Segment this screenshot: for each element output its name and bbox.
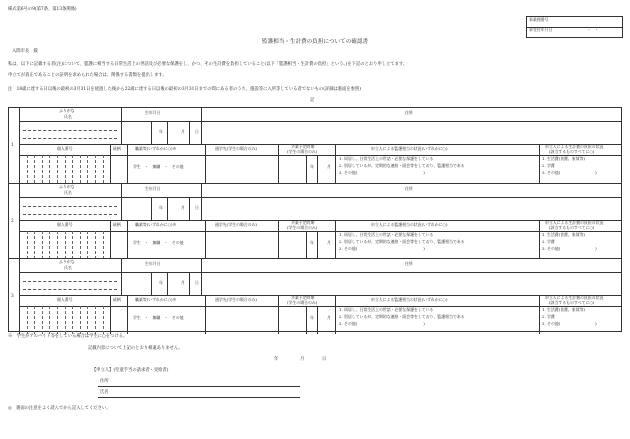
id-label: 個人番号 [57,222,73,227]
date-year: 年 [274,357,279,362]
applicant-name-line[interactable] [98,397,300,398]
cost-label-1: 申立人による生計費の負担の状況 [545,295,604,300]
ki-label: 記 [310,98,315,103]
address-label: 住所 [405,186,413,191]
grad-label-2: (学生の場合のみ) [287,300,318,305]
cost-label-2: (該当するものすべてに○) [549,149,595,154]
cost-option: 1. 生活費(食費、家賃等) [542,156,585,161]
person-block [9,258,622,334]
job-label: 職業等(いずれかに○)※ [135,146,177,151]
furigana-label: ふりがな [59,108,75,113]
cost-option: 1. 生活費(食費、家賃等) [542,307,585,312]
grad-year: 年 [310,240,314,245]
row-number: 2 [11,218,14,224]
row-number: 1 [11,142,14,148]
cost-option: 2. 学費 [542,314,555,319]
page-title: 監護相当・生計費の負担についての確認書 [261,39,369,45]
date-month: 月 [300,357,305,362]
confirm-text: 記載内容について上記のとおり相違ありません。 [88,346,183,351]
cost-label-2: (該当するものすべてに○) [549,225,595,230]
form-number: 様式第6号の9(第7条、第13条関係) [8,7,77,12]
name-label: 氏名 [64,190,72,195]
dob-year: 年 [159,280,163,285]
address-label: 住所 [405,110,413,115]
address-label: 住所 [405,261,413,266]
row-number: 3 [11,293,14,299]
cost-option: 2. 学費 [542,163,555,168]
dob-month: 月 [181,129,185,134]
care-option: 2. 別居しているが、定期的な連絡・面会等をしており、監護相当である [339,314,465,319]
bottom-note: ◎ 裏面の注意をよく読んでから記入してください。 [8,406,111,411]
relation-label: 続柄 [113,297,121,302]
school-label: 通学先(学生の場合のみ) [215,297,257,302]
care-option: 1. 同居し、日常生活上の世話・必要な保護をしている [339,156,434,161]
date-day: 日 [322,357,327,362]
dob-month: 月 [181,205,185,210]
dob-day: 日 [195,129,199,134]
dob-year: 年 [159,129,163,134]
applicant-address-line[interactable] [98,386,300,387]
cost-option: 2. 学費 [542,239,555,244]
grad-year: 年 [310,315,314,320]
care-option: 3. その他( ) [339,246,425,251]
school-label: 通学先(学生の場合のみ) [215,222,257,227]
grad-year: 年 [310,164,314,169]
footnote: ※ 学生がアルバイト等をしている場合は学生に○をつける。 [8,334,128,339]
job-options: 学生 ・ 無職 ・ その他 [133,240,184,245]
office-use-box [526,16,623,38]
grad-month: 月 [327,315,331,320]
intro-line-1: 私は、以下に記載する者(注)について、監護に相当する日常生活上の世話及び必要な保護をし、かつ、その生計費を負担していること(以下「監護相当・生計費の負担」という。)を下記のとおり申し立てます。 [8,62,408,67]
grad-label-1: 卒業予定時期 [291,295,315,300]
id-label: 個人番号 [57,297,73,302]
name-label: 氏名 [64,265,72,270]
name-label: 氏名 [64,114,72,119]
grad-label-1: 卒業予定時期 [291,220,315,225]
grad-month: 月 [327,164,331,169]
school-label: 通学先(学生の場合のみ) [215,146,257,151]
dob-day: 日 [195,205,199,210]
grad-label-2: (学生の場合のみ) [287,149,318,154]
dob-day: 日 [195,280,199,285]
dob-label: 生年月日 [145,186,161,191]
grad-label-1: 卒業予定時期 [291,144,315,149]
received-date-dots: ・ ・ [587,27,599,32]
job-options: 学生 ・ 無職 ・ その他 [133,164,184,169]
grad-label-2: (学生の場合のみ) [287,225,318,230]
cost-option: 3. その他( ) [542,321,597,326]
intro-line-2: 申立てが真正であることの証明を求められた場合は、関係する書類を提出します。 [8,73,167,78]
note-line: 注 18歳に達する日以後の最初の3月31日を経過した後から22歳に達する日以後の最初の3月31日までの間にある者のうち、施設等に入所等している者でないもの(詳細は裏面を参照) [8,87,361,92]
relation-label: 続柄 [113,222,121,227]
received-date-label: 事受付年月日 [529,27,553,32]
furigana-label: ふりがな [59,259,75,264]
dob-month: 月 [181,280,185,285]
care-option: 2. 別居しているが、定期的な連絡・面会等をしており、監護相当である [339,239,465,244]
dob-year: 年 [159,205,163,210]
care-option: 3. その他( ) [339,321,425,326]
admin-number-label: 事業理番号 [529,17,549,22]
relation-label: 続柄 [113,146,121,151]
care-label: 申立人による監護相当の状況(いずれかに○) [371,222,448,227]
care-label: 申立人による監護相当の状況(いずれかに○) [371,297,448,302]
applicant-label: 【申立人】(児童手当の請求者・受給者) [92,368,169,373]
dob-label: 生年月日 [145,110,161,115]
care-option: 3. その他( ) [339,170,425,175]
cost-label-1: 申立人による生計費の負担の状況 [545,220,604,225]
job-label: 職業等(いずれかに○)※ [135,222,177,227]
furigana-label: ふりがな [59,184,75,189]
care-label: 申立人による監護相当の状況(いずれかに○) [371,146,448,151]
cost-option: 3. その他( ) [542,170,597,175]
job-options: 学生 ・ 無職 ・ その他 [133,315,184,320]
addressee: 入間市長 殿 [12,49,38,54]
grad-month: 月 [327,240,331,245]
person-table [8,107,622,332]
cost-option: 3. その他( ) [542,246,597,251]
cost-label-2: (該当するものすべてに○) [549,300,595,305]
cost-option: 1. 生活費(食費、家賃等) [542,232,585,237]
cost-label-1: 申立人による生計費の負担の状況 [545,144,604,149]
dob-label: 生年月日 [145,261,161,266]
id-label: 個人番号 [57,146,73,151]
care-option: 2. 別居しているが、定期的な連絡・面会等をしており、監護相当である [339,163,465,168]
care-option: 1. 同居し、日常生活上の世話・必要な保護をしている [339,232,434,237]
person-block [9,183,622,259]
job-label: 職業等(いずれかに○)※ [135,297,177,302]
care-option: 1. 同居し、日常生活上の世話・必要な保護をしている [339,307,434,312]
applicant-address-label: 住所 [100,379,109,384]
person-block [9,108,622,183]
applicant-name-label: 氏名 [100,390,109,395]
